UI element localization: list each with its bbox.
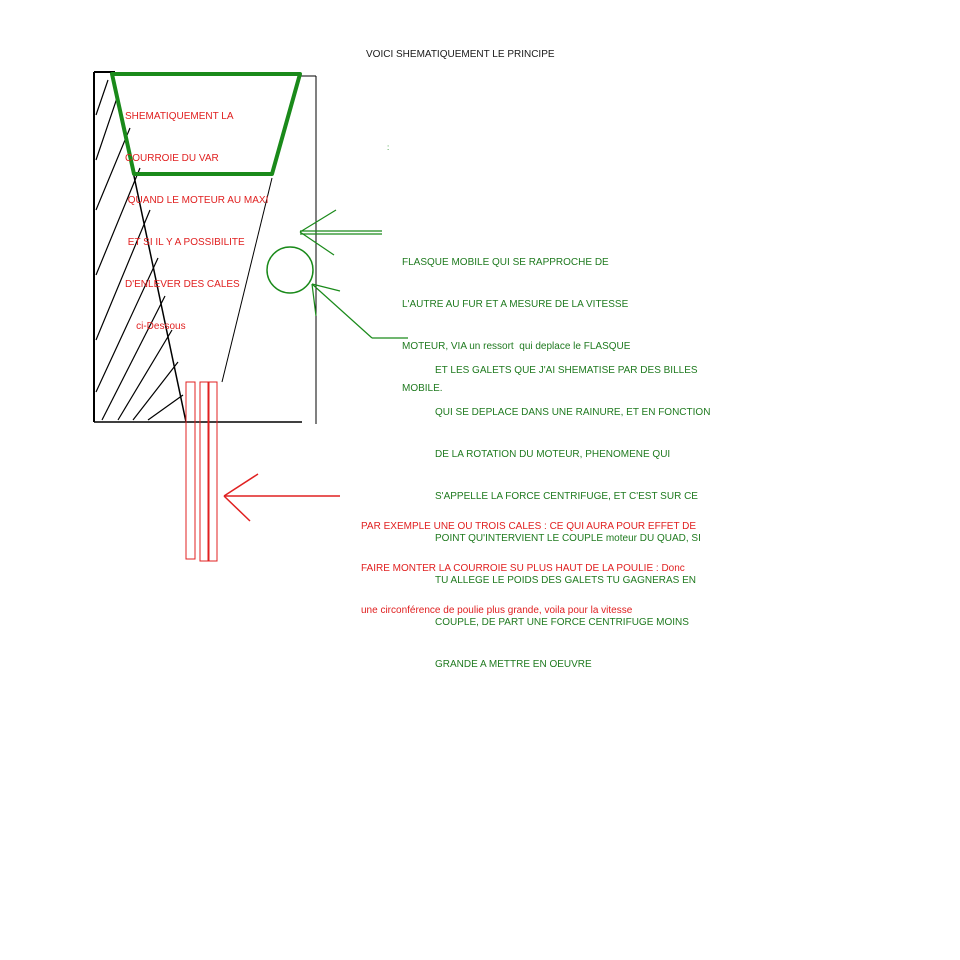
- stray-mark: :: [387, 143, 390, 152]
- belt-note-line: ET SI IL Y A POSSIBILITE: [125, 237, 245, 248]
- belt-note-line: SHEMATIQUEMENT LA: [125, 111, 234, 122]
- rollers-note-line: COUPLE, DE PART UNE FORCE CENTRIFUGE MOINS: [435, 617, 689, 628]
- rollers-note-line: S'APPELLE LA FORCE CENTRIFUGE, ET C'EST SUR CE: [435, 491, 698, 502]
- flange-note-line: L'AUTRE AU FUR ET A MESURE DE LA VITESSE: [402, 299, 629, 310]
- rollers-note-line: ET LES GALETS QUE J'AI SHEMATISE PAR DES BILLES: [435, 365, 698, 376]
- diagram-title: VOICI SHEMATIQUEMENT LE PRINCIPE: [366, 49, 555, 60]
- shims: [186, 382, 217, 561]
- shims-arrow: [224, 474, 340, 521]
- shims-note: [361, 492, 696, 632]
- shims-note-line: FAIRE MONTER LA COURROIE SU PLUS HAUT DE LA POULIE : Donc: [361, 563, 685, 574]
- rollers-note-line: DE LA ROTATION DU MOTEUR, PHENOMENE QUI: [435, 449, 671, 460]
- rollers-note-line: QUI SE DEPLACE DANS UNE RAINURE, ET EN FONCTION: [435, 407, 711, 418]
- flange-note-line: MOTEUR, VIA un ressort qui deplace le FLASQUE: [402, 341, 631, 352]
- flange-arrow: [300, 210, 382, 255]
- belt-note-line: COURROIE DU VAR: [125, 153, 219, 164]
- shims-note-line: PAR EXEMPLE UNE OU TROIS CALES : CE QUI AURA POUR EFFET DE: [361, 521, 697, 532]
- shims-note-line: une circonférence de poulie plus grande, voila pour la vitesse: [361, 605, 633, 616]
- shim: [200, 382, 208, 561]
- belt-note-line: QUAND LE MOTEUR AU MAXI: [125, 195, 269, 206]
- flange-note-line: FLASQUE MOBILE QUI SE RAPPROCHE DE: [402, 257, 609, 268]
- rollers-note-line: POINT QU'INTERVIENT LE COUPLE moteur DU QUAD, SI: [435, 533, 701, 544]
- roller-ball: [267, 247, 313, 293]
- rollers-note-line: GRANDE A METTRE EN OEUVRE: [435, 659, 592, 670]
- shim: [186, 382, 195, 559]
- flange-note-line: MOBILE.: [402, 383, 443, 394]
- belt-note-line: ci-Dessous: [125, 321, 186, 332]
- belt-note: [125, 82, 268, 348]
- shim: [209, 382, 217, 561]
- belt-note-line: D'ENLEVER DES CALES: [125, 279, 240, 290]
- roller-pointer: [312, 284, 408, 338]
- rollers-note-line: TU ALLEGE LE POIDS DES GALETS TU GAGNERAS EN: [435, 575, 697, 586]
